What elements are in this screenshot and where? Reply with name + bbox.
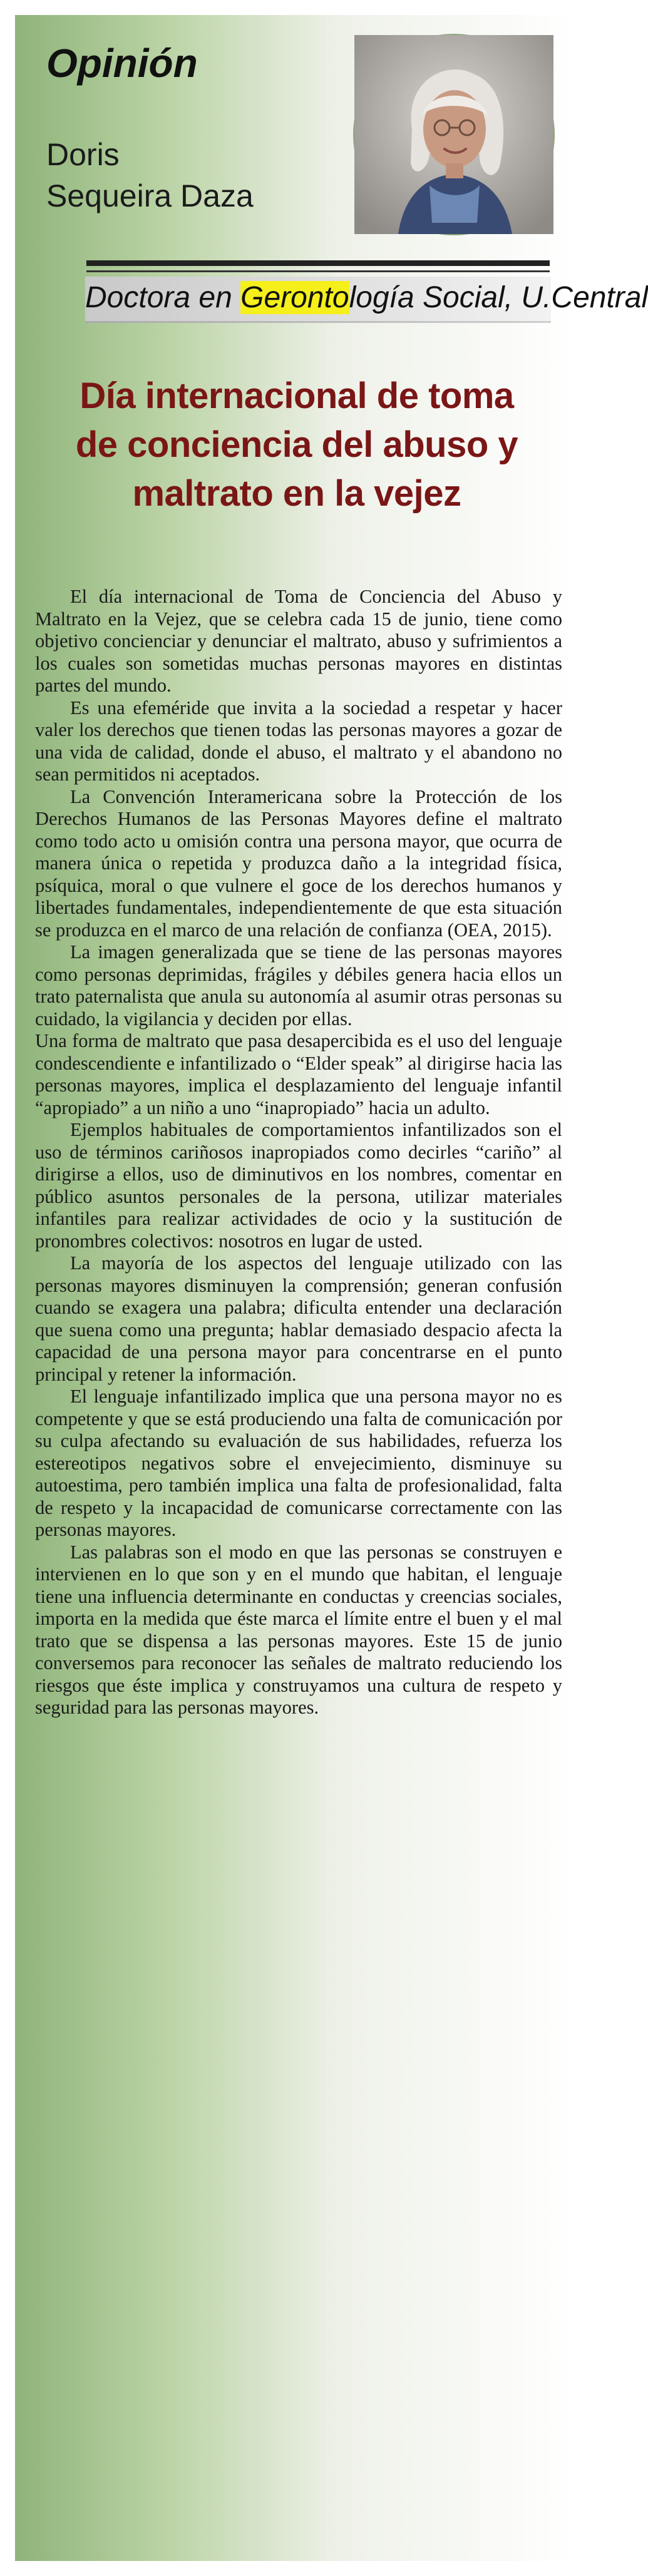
headline-line: Día internacional de toma bbox=[80, 376, 514, 416]
credential-text: logía Social, U.Central bbox=[349, 281, 648, 314]
headline-line: maltrato en la vejez bbox=[132, 473, 461, 514]
author-credential bbox=[85, 280, 648, 315]
article-paragraph: La imagen generalizada que se tiene de las personas mayores como personas deprimidas, frágiles y débiles genera hacia ellos un trato paternalista que anula su autonomía al asumir otras personas su cuidado, la vigilancia y deciden por ellas. bbox=[35, 941, 562, 1030]
credential-text: Doctora en bbox=[85, 281, 241, 314]
author-photo bbox=[354, 35, 553, 234]
credential-bar bbox=[85, 277, 648, 323]
credential-highlight: Geronto bbox=[240, 281, 349, 314]
article-paragraph: Ejemplos habituales de comportamientos infantilizados son el uso de términos cariñosos inapropiados como decirles “cariño” al dirigirse a ellos, uso de diminutivos en los nombres, comentar en público asuntos personales de la persona, utilizar materiales infantiles para realizar actividades de ocio y la sustitución de pronombres colectivos: nosotros en lugar de usted. bbox=[35, 1119, 562, 1252]
article-headline bbox=[65, 372, 528, 518]
headline-line: de conciencia del abuso y bbox=[75, 424, 518, 465]
author-name bbox=[46, 134, 254, 217]
article-paragraph: La Convención Interamericana sobre la Protección de los Derechos Humanos de las Personas Mayores define el maltrato como todo acto u omisión contra una persona mayor, que ocurra de manera única o repetida y produzca daño a la integridad física, psíquica, moral o que vulnere el goce de los derechos humanos y libertades fundamentales, independientemente de que esta situación se produzca en el marco de una relación de confianza (OEA, 2015). bbox=[35, 785, 562, 941]
article-paragraph: El día internacional de Toma de Conciencia del Abuso y Maltrato en la Vejez, que se celebra cada 15 de junio, tiene como objetivo concienciar y denunciar el maltrato, abuso y sufrimientos a los cuales son sometidas muchas personas mayores en distintas partes del mundo. bbox=[35, 586, 562, 696]
author-last-name: Sequeira Daza bbox=[46, 178, 254, 213]
article-paragraph: Una forma de maltrato que pasa desapercibida es el uso del lenguaje condescendiente e infantilizado o “Elder speak” al dirigirse hacia las personas mayores, implica el desplazamiento del lenguaje infantil “apropiado” a un niño a uno “inapropiado” hacia un adulto. bbox=[35, 1030, 562, 1118]
article-paragraph: El lenguaje infantilizado implica que una persona mayor no es competente y que se está produciendo una falta de comunicación por su culpa afectando su evaluación de sus habilidades, refuerza los estereotipos negativos sobre el envejecimiento, disminuye su autoestima, pero también implica una falta de profesionalidad, falta de respeto y la incapacidad de comunicarse correctamente con las personas mayores. bbox=[35, 1386, 562, 1540]
divider bbox=[86, 260, 550, 266]
author-portrait-icon bbox=[354, 35, 553, 234]
article-paragraph: La mayoría de los aspectos del lenguaje utilizado con las personas mayores disminuyen la comprensión; generan confusión cuando se exagera una palabra; dificulta entender una declaración que suena como una pregunta; hablar demasiado despacio afecta la capacidad de una persona mayor para concentrarse en el punto principal y retener la información. bbox=[35, 1252, 562, 1385]
article-paragraph: Las palabras son el modo en que las personas se construyen e intervienen en lo que son y en el mundo que habitan, el lenguaje tiene una influencia determinante en conductas y creencias sociales, importa en la medida que éste marca el límite entre el buen y el mal trato que se dispensa a las personas mayores. Este 15 de junio conversemos para reconocer las señales de maltrato reduciendo los riesgos que éste implica y construyamos una cultura de respeto y seguridad para las personas mayores. bbox=[35, 1541, 562, 1718]
divider bbox=[86, 270, 550, 272]
opinion-column bbox=[15, 15, 648, 2561]
author-first-name: Doris bbox=[46, 137, 120, 172]
article-paragraph: Es una efeméride que invita a la sociedad a respetar y hacer valer los derechos que tienen todas las personas mayores a gozar de una vida de calidad, donde el abuso, el maltrato y el abandono no sean permitidos ni aceptados. bbox=[35, 697, 562, 785]
section-title: Opinión bbox=[46, 41, 198, 86]
article-body bbox=[35, 586, 562, 1719]
